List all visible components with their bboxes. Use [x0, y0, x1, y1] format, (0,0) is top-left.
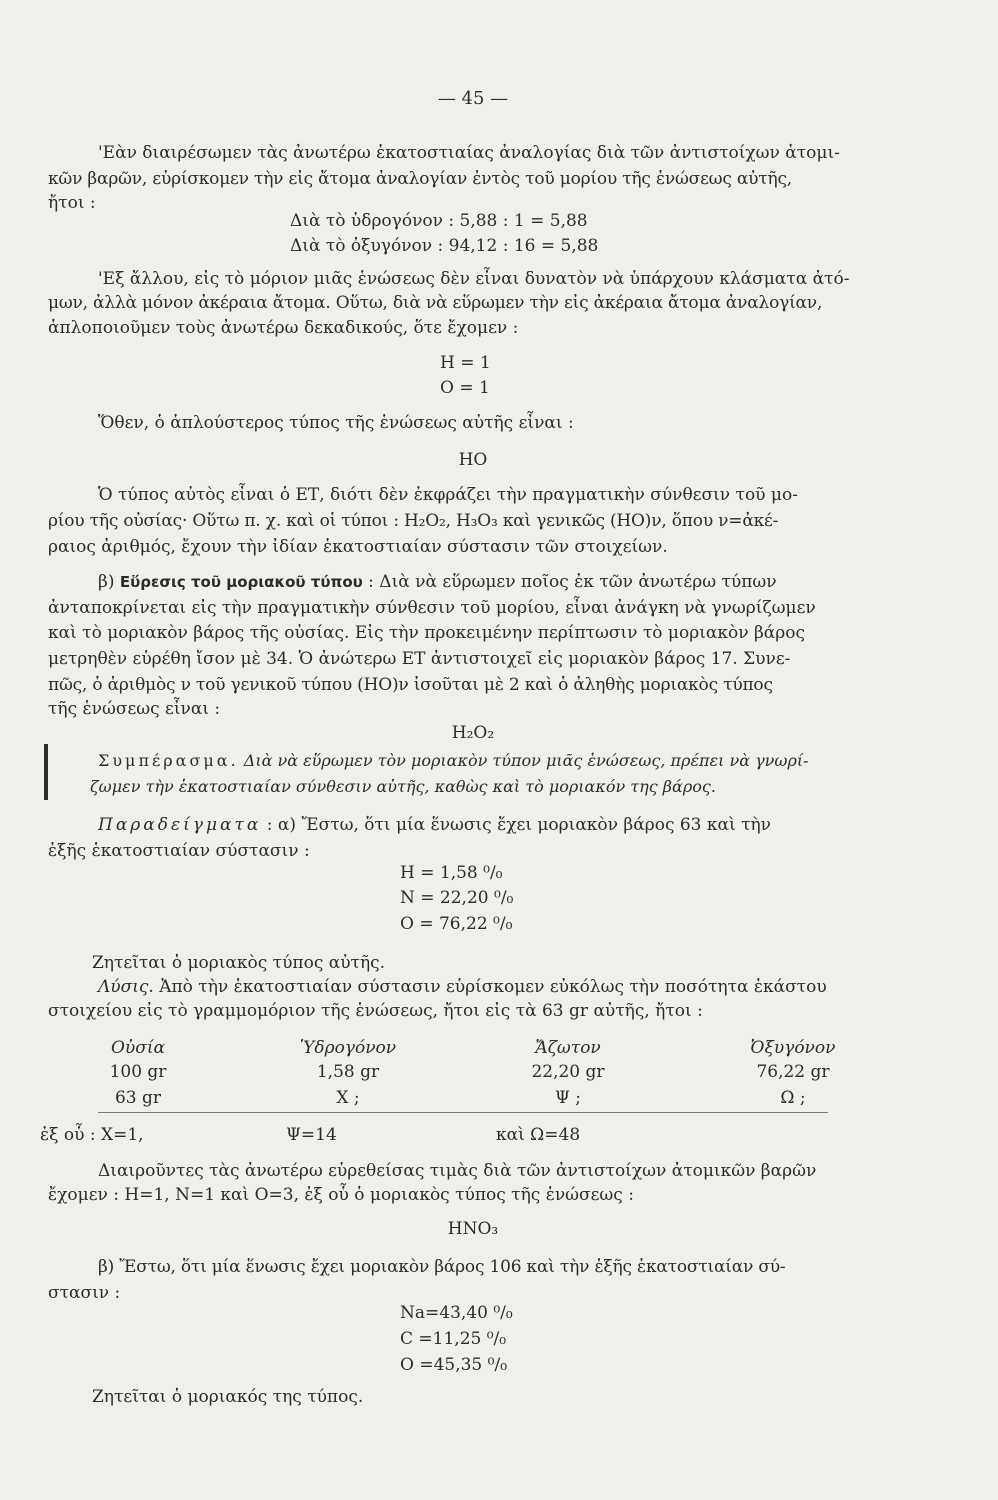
conclusion-text: Διὰ νὰ εὕρωμεν τὸν μοριακὸν τύπον μιᾶς ἑνώσεως, πρέπει νὰ γνωρί-: [238, 751, 809, 770]
paragraph-text: : α) Ἔστω, ὅτι μία ἕνωσις ἔχει μοριακὸν βάρος 63 καὶ τὴν: [261, 815, 772, 835]
paragraph-line: ἑξῆς ἑκατοστιαίαν σύστασιν :: [48, 841, 310, 861]
composition-line: N = 22,20 ⁰/₀: [400, 888, 514, 908]
page-number: — 45 —: [437, 88, 509, 109]
table-cell: 76,22 gr: [756, 1062, 830, 1082]
conclusion-label: Συμπέρασμα.: [98, 751, 239, 770]
composition-line: C =11,25 ⁰/₀: [400, 1329, 507, 1349]
examples-line: [98, 814, 898, 836]
table-cell: 63 gr: [114, 1088, 162, 1108]
equation-line: O = 1: [440, 378, 490, 398]
paragraph-line: Ὁ τύπος αὐτὸς εἶναι ὁ ΕΤ, διότι δὲν ἐκφράζει τὴν πραγματικὴν σύνθεσιν τοῦ μο-: [98, 485, 798, 505]
composition-line: O =45,35 ⁰/₀: [400, 1355, 508, 1375]
table-cell: 1,58 gr: [316, 1062, 380, 1082]
paragraph-line: ἔχομεν : H=1, N=1 καὶ O=3, ἐξ οὗ ὁ μοριακὸς τύπος τῆς ἑνώσεως :: [48, 1185, 634, 1205]
paragraph-text: : Διὰ νὰ εὕρωμεν ποῖος ἐκ τῶν ἀνωτέρω τύπων: [362, 572, 777, 592]
formula: HO: [458, 450, 488, 470]
paragraph-line: ρίου τῆς οὐσίας· Οὕτω π. χ. καὶ οἱ τύποι : H₂O₂, H₃O₃ καὶ γενικῶς (HO)ν, ὅπου ν=ἀκέ-: [48, 511, 779, 531]
paragraph-line: Ζητεῖται ὁ μοριακός της τύπος.: [92, 1387, 364, 1407]
paragraph-line: ἀνταποκρίνεται εἰς τὴν πραγματικὴν σύνθεσιν τοῦ μορίου, εἶναι ἀνάγκη νὰ γνωρίζωμεν: [48, 598, 816, 618]
paragraph-line: ἁπλοποιοῦμεν τοὺς ἀνωτέρω δεκαδικούς, ὅτε ἔχομεν :: [48, 318, 519, 338]
table-cell: 100 gr: [109, 1062, 167, 1082]
formula: H₂O₂: [451, 723, 495, 743]
table-header: Ὀξυγόνον: [750, 1038, 836, 1058]
table-row: [98, 1088, 828, 1110]
section-label: β): [98, 572, 115, 592]
paragraph-line: Ὅθεν, ὁ ἁπλούστερος τύπος τῆς ἑνώσεως αὐτῆς εἶναι :: [98, 413, 574, 433]
table-header-row: [98, 1038, 836, 1060]
composition-line: Na=43,40 ⁰/₀: [400, 1303, 513, 1323]
table-cell: 22,20 gr: [531, 1062, 605, 1082]
section-heading: Εὕρεσις τοῦ μοριακοῦ τύπου: [119, 573, 363, 591]
paragraph-line: 'Εὰν διαιρέσωμεν τὰς ἀνωτέρω ἑκατοστιαίας ἀναλογίας διὰ τῶν ἀντιστοίχων ἀτομι-: [98, 143, 840, 163]
solution-label: Λύσις.: [98, 977, 154, 997]
paragraph-line: Ζητεῖται ὁ μοριακὸς τύπος αὐτῆς.: [92, 953, 386, 973]
composition-line: O = 76,22 ⁰/₀: [400, 914, 513, 934]
paragraph-line: στοιχείου εἰς τὸ γραμμομόριον τῆς ἑνώσεως, ἤτοι εἰς τὰ 63 gr αὐτῆς, ἤτοι :: [48, 1001, 703, 1021]
result-prefix: ἐξ οὗ : X=1,: [40, 1125, 144, 1145]
formula: HNO₃: [447, 1219, 499, 1239]
paragraph-line: Διαιροῦντες τὰς ἀνωτέρω εὑρεθείσας τιμὰς διὰ τῶν ἀντιστοίχων ἀτομικῶν βαρῶν: [98, 1161, 817, 1181]
paragraph-line: μετρηθὲν εὑρέθη ἴσον μὲ 34. Ὁ ἀνώτερω ΕΤ ἀντιστοιχεῖ εἰς μοριακὸν βάρος 17. Συνε-: [48, 649, 791, 669]
table-header: Οὐσία: [110, 1038, 166, 1058]
paragraph-line: πῶς, ὁ ἀριθμὸς ν τοῦ γενικοῦ τύπου (HO)ν ἰσοῦται μὲ 2 καὶ ὁ ἀληθὴς μοριακὸς τύπος: [48, 675, 773, 695]
result-psi: Ψ=14: [286, 1125, 337, 1145]
paragraph-line: β) Ἔστω, ὅτι μία ἕνωσις ἔχει μοριακὸν βάρος 106 καὶ τὴν ἑξῆς ἑκατοστιαίαν σύ-: [98, 1257, 786, 1277]
equation-line: Διὰ τὸ ὀξυγόνον : 94,12 : 16 = 5,88: [290, 236, 599, 256]
paragraph-line: 'Εξ ἄλλου, εἰς τὸ μόριον μιᾶς ἑνώσεως δὲν εἶναι δυνατὸν νὰ ὑπάρχουν κλάσματα ἀτό-: [98, 269, 850, 289]
conclusion-line: ζωμεν τὴν ἑκατοστιαίαν σύνθεσιν αὐτῆς, καθὼς καὶ τὸ μοριακόν της βάρος.: [90, 777, 716, 796]
table-cell: Ω ;: [780, 1088, 806, 1108]
conclusion-line: [98, 750, 898, 772]
paragraph-line: ραιος ἀριθμός, ἔχουν τὴν ἰδίαν ἑκατοστιαίαν σύστασιν τῶν στοιχείων.: [48, 537, 668, 557]
paragraph-line: τῆς ἑνώσεως εἶναι :: [48, 699, 221, 719]
composition-line: H = 1,58 ⁰/₀: [400, 863, 503, 883]
margin-bar: [44, 744, 48, 800]
table-row: [98, 1062, 828, 1084]
table-cell: Ψ ;: [554, 1088, 582, 1108]
paragraph-line: καὶ τὸ μοριακὸν βάρος τῆς οὐσίας. Εἰς τὴν προκειμένην περίπτωσιν τὸ μοριακὸν βάρος: [48, 623, 806, 643]
data-table: [98, 1038, 836, 1110]
paragraph-line: στασιν :: [48, 1283, 121, 1303]
paragraph-text: Ἀπὸ τὴν ἑκατοστιαίαν σύστασιν εὑρίσκομεν εὐκόλως τὴν ποσότητα ἑκάστου: [153, 977, 827, 997]
examples-label: Παραδείγματα: [98, 815, 262, 835]
paragraph-line: κῶν βαρῶν, εὑρίσκομεν τὴν εἰς ἄτομα ἀναλογίαν ἐντὸς τοῦ μορίου τῆς ἑνώσεως αὐτῆς,: [48, 169, 792, 189]
equation-line: H = 1: [440, 353, 491, 373]
result-omega: καὶ Ω=48: [496, 1125, 581, 1145]
table-header: Ὑδρογόνον: [299, 1038, 397, 1058]
equation-line: Διὰ τὸ ὑδρογόνον : 5,88 : 1 = 5,88: [290, 211, 588, 231]
table-header: Ἄζωτον: [535, 1038, 601, 1058]
table-rule: [98, 1112, 828, 1113]
paragraph-line: μων, ἀλλὰ μόνον ἀκέραια ἄτομα. Οὕτω, διὰ νὰ εὕρωμεν τὴν εἰς ἀκέραια ἄτομα ἀναλογίαν,: [48, 293, 823, 313]
table-cell: X ;: [336, 1088, 360, 1108]
paragraph-line: ἤτοι :: [48, 193, 96, 213]
solution-line: [98, 976, 898, 998]
section-heading-line: [98, 571, 898, 593]
